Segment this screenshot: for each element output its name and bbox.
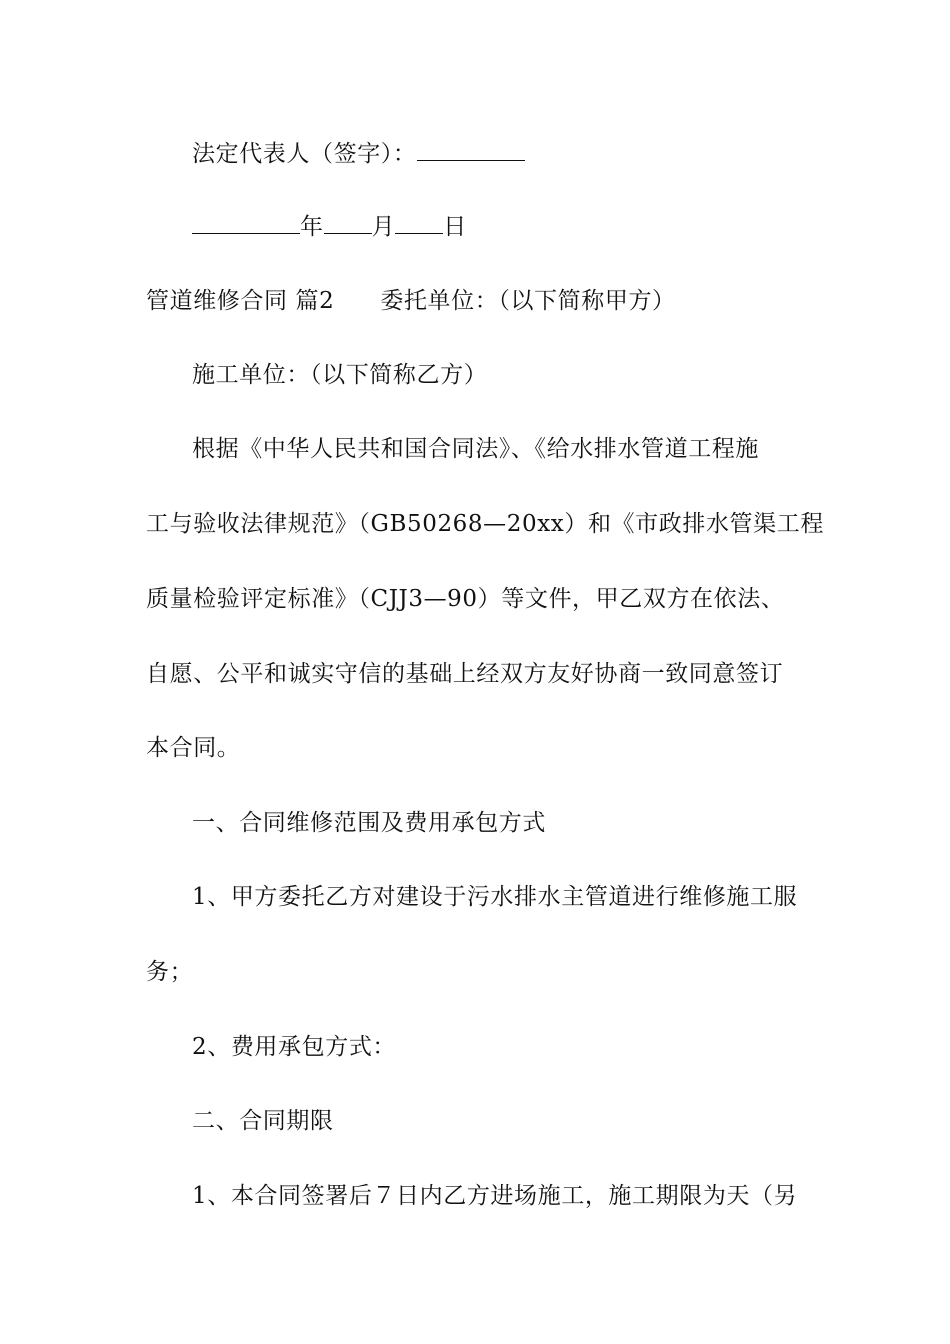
paragraph-line: 本合同。: [146, 735, 241, 761]
legal-rep-signature-line: [192, 138, 862, 169]
date-line: [192, 211, 862, 242]
month-label: 月: [371, 214, 396, 240]
section-heading-line: [146, 286, 816, 316]
paragraph-line: 工与验收法律规范》（GB50268—20xx）和《市政排水管渠工程: [146, 511, 824, 537]
paragraph-line: 质量检验评定标准》（CJJ3—90）等文件，甲乙双方在依法、: [146, 586, 785, 612]
party-a-label: 委托单位：（以下简称甲方）: [380, 288, 676, 314]
paragraph-line: 根据《中华人民共和国合同法》、《给水排水管道工程施: [192, 436, 759, 462]
day-label: 日: [443, 214, 467, 240]
section-title: 管道维修合同 篇2: [146, 288, 335, 314]
month-blank: [324, 211, 372, 234]
day-blank: [395, 211, 443, 234]
clause-item: 1、本合同签署后７日内乙方进场施工，施工期限为天（另: [192, 1183, 798, 1209]
clause-heading: 二、合同期限: [192, 1108, 334, 1134]
clause-heading: 一、合同维修范围及费用承包方式: [192, 810, 546, 836]
year-label: 年: [300, 214, 324, 240]
clause-item: 1、甲方委托乙方对建设于污水排水主管道进行维修施工服: [192, 884, 798, 910]
signature-blank: [417, 138, 525, 161]
year-blank: [192, 211, 300, 234]
clause-item-continuation: 务；: [146, 959, 194, 985]
paragraph-line: 自愿、公平和诚实守信的基础上经双方友好协商一致同意签订: [146, 661, 784, 687]
clause-item: 2、费用承包方式：: [192, 1034, 397, 1060]
legal-rep-label: 法定代表人（签字）：: [192, 141, 417, 167]
party-b-line: 施工单位：（以下简称乙方）: [192, 362, 488, 388]
